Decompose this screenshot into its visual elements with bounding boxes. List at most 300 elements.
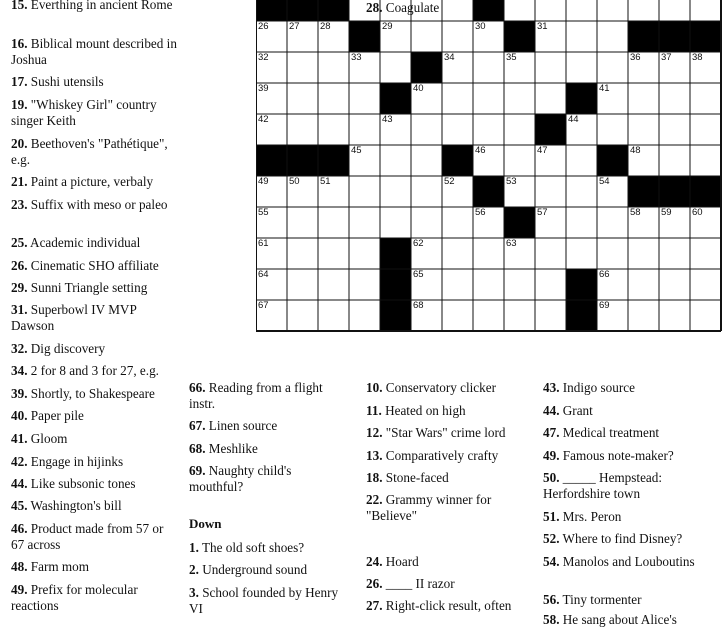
clue-number: 3. [189,585,199,600]
grid-block [380,269,411,300]
clue-item [366,554,531,570]
clue-text: Comparatively crafty [382,448,499,463]
grid-cell[interactable] [659,145,690,176]
clue-item [11,302,179,334]
grid-cell[interactable] [535,0,566,21]
grid-cell[interactable] [318,21,349,52]
cell-number: 53 [506,176,517,187]
grid-cell[interactable] [442,114,473,145]
clue-text: Everthing in ancient Rome [27,0,173,12]
clue-number: 16. [11,36,28,51]
grid-block [256,0,287,21]
cell-number [351,0,362,1]
clue-text: School founded by Henry VI [189,585,339,616]
cell-number: 59 [661,207,672,218]
grid-cell[interactable] [411,269,442,300]
grid-cell[interactable] [504,114,535,145]
grid-cell[interactable] [690,145,721,176]
grid-cell[interactable] [256,269,287,300]
clue-text: Underground sound [198,562,308,577]
clue-text: Like subsonic tones [27,476,136,491]
cell-number: 43 [382,114,393,125]
grid-cell[interactable] [535,145,566,176]
grid-cell[interactable] [690,52,721,83]
grid-cell[interactable] [597,114,628,145]
clue-text: Suffix with meso or paleo [27,197,168,212]
grid-cell[interactable] [690,114,721,145]
grid-cell[interactable] [442,83,473,114]
grid-cell[interactable] [690,83,721,114]
clue-item [11,280,179,296]
clue-number: 39. [11,386,28,401]
clue-number: 56. [543,592,560,607]
grid-cell[interactable] [256,52,287,83]
clue-text: Paint a picture, verbaly [27,174,154,189]
cell-number: 57 [537,207,548,218]
grid-cell[interactable] [473,83,504,114]
clue-number: 10. [366,380,383,395]
cell-number: 67 [258,300,269,311]
grid-cell[interactable] [349,83,380,114]
clue-item [366,576,531,592]
grid-cell[interactable] [411,83,442,114]
clue-text: Tiny tormenter [559,592,642,607]
grid-cell[interactable] [659,52,690,83]
cell-number: 30 [475,21,486,32]
clue-item [366,448,531,464]
grid-cell[interactable] [380,145,411,176]
grid-cell[interactable] [442,52,473,83]
cell-number: 51 [320,176,331,187]
grid-cell[interactable] [256,176,287,207]
clue-number: 21. [11,174,28,189]
clue-number: 27. [366,598,383,613]
grid-cell[interactable] [597,269,628,300]
cell-number: 52 [444,176,455,187]
grid-cell[interactable] [349,300,380,331]
grid-cell[interactable] [473,300,504,331]
cell-number: 40 [413,83,424,94]
clue-number: 58. [543,612,560,627]
clue-number: 46. [11,521,28,536]
grid-cell[interactable] [597,0,628,21]
grid-cell[interactable] [287,176,318,207]
grid-cell[interactable] [628,145,659,176]
clue-number: 50. [543,470,560,485]
cell-number: 69 [599,300,610,311]
grid-cell[interactable] [411,238,442,269]
grid-cell[interactable] [349,52,380,83]
grid-cell[interactable] [318,238,349,269]
clue-number: 49. [543,448,560,463]
clue-number: 69. [189,463,206,478]
grid-cell[interactable] [566,207,597,238]
grid-block [690,176,721,207]
cell-number: 65 [413,269,424,280]
clue-text: Sunni Triangle setting [27,280,148,295]
clue-number: 44. [11,476,28,491]
clue-text: Linen source [205,418,278,433]
grid-cell[interactable] [349,238,380,269]
grid-cell[interactable] [256,300,287,331]
grid-cell[interactable] [566,176,597,207]
grid-block [380,83,411,114]
grid-block [256,145,287,176]
grid-cell[interactable] [473,238,504,269]
grid-cell[interactable] [380,0,411,21]
clue-number: 28. [366,0,383,15]
clue-number: 17. [11,74,28,89]
grid-cell[interactable] [256,83,287,114]
grid-cell[interactable] [504,176,535,207]
clue-item [366,492,531,524]
grid-cell[interactable] [411,0,442,21]
clue-text: Indigo source [559,380,635,395]
clue-number: 68. [189,441,206,456]
grid-block [628,176,659,207]
grid-cell[interactable] [473,269,504,300]
grid-cell[interactable] [504,52,535,83]
grid-cell[interactable] [659,207,690,238]
grid-cell[interactable] [690,207,721,238]
clue-text: Manolos and Louboutins [559,554,695,569]
grid-cell[interactable] [628,207,659,238]
grid-cell[interactable] [628,269,659,300]
grid-cell[interactable] [628,300,659,331]
cell-number: 35 [506,52,517,63]
grid-cell[interactable] [535,300,566,331]
grid-cell[interactable] [287,269,318,300]
clue-item [543,425,723,441]
cell-number: 50 [289,176,300,187]
grid-cell[interactable] [566,238,597,269]
grid-cell[interactable] [473,114,504,145]
grid-block [690,21,721,52]
clue-item [543,380,723,396]
clue-number: 24. [366,554,383,569]
grid-cell[interactable] [566,52,597,83]
grid-block [659,21,690,52]
grid-cell[interactable] [318,114,349,145]
clue-item [366,425,531,441]
clue-item [11,174,179,190]
clue-item [11,258,179,274]
clue-number: 26. [366,576,383,591]
clue-item [189,418,344,434]
grid-cell[interactable] [504,300,535,331]
clue-text: Hoard [382,554,419,569]
grid-cell[interactable] [628,83,659,114]
grid-cell[interactable] [349,145,380,176]
cell-number: 37 [661,52,672,63]
grid-block [411,52,442,83]
grid-cell[interactable] [628,52,659,83]
clue-item [11,431,179,447]
cell-number: 38 [692,52,703,63]
clue-item [11,97,179,129]
grid-cell[interactable] [380,114,411,145]
cell-number: 34 [444,52,455,63]
grid-cell[interactable] [380,207,411,238]
clue-text: Right-click result, often [382,598,512,613]
grid-cell[interactable] [597,176,628,207]
grid-cell[interactable] [659,238,690,269]
grid-cell[interactable] [442,300,473,331]
clue-number: 25. [11,235,28,250]
grid-cell[interactable] [504,269,535,300]
grid-cell[interactable] [349,114,380,145]
cell-number: 26 [258,21,269,32]
grid-cell[interactable] [628,114,659,145]
clue-number: 15. [11,0,28,12]
grid-cell[interactable] [535,21,566,52]
clue-text: Stone-faced [382,470,449,485]
clue-item [543,612,723,628]
clue-item [11,235,179,251]
grid-cell[interactable] [628,0,659,21]
grid-cell[interactable] [535,83,566,114]
grid-cell[interactable] [504,0,535,21]
grid-block [318,0,349,21]
grid-cell[interactable] [659,269,690,300]
clue-text: Beethoven's "Pathétique", e.g. [11,136,168,167]
grid-cell[interactable] [597,207,628,238]
clue-text: Where to find Disney? [559,531,683,546]
grid-cell[interactable] [597,300,628,331]
grid-cell[interactable] [380,176,411,207]
clue-item [11,582,179,614]
cell-number [444,0,455,1]
cell-number: 49 [258,176,269,187]
clue-item [543,470,723,502]
grid-cell[interactable] [566,114,597,145]
clue-number: 18. [366,470,383,485]
clue-item [543,554,723,570]
grid-cell[interactable] [473,21,504,52]
cell-number: 61 [258,238,269,249]
cell-number: 46 [475,145,486,156]
grid-cell[interactable] [504,83,535,114]
grid-cell[interactable] [318,52,349,83]
grid-cell[interactable] [411,300,442,331]
clue-item [366,598,531,614]
grid-cell[interactable] [442,21,473,52]
grid-cell[interactable] [597,52,628,83]
grid-cell[interactable] [690,300,721,331]
clue-number: 66. [189,380,206,395]
grid-cell[interactable] [318,300,349,331]
grid-cell[interactable] [411,176,442,207]
grid-cell[interactable] [287,238,318,269]
grid-cell[interactable] [349,207,380,238]
clue-number: 40. [11,408,28,423]
grid-cell[interactable] [256,207,287,238]
cell-number: 47 [537,145,548,156]
clue-item [189,562,354,578]
grid-block [287,0,318,21]
clue-item [366,380,531,396]
clue-text: _____ Hempstead: Herfordshire town [543,470,663,501]
cell-number: 31 [537,21,548,32]
clue-number: 13. [366,448,383,463]
grid-cell[interactable] [380,52,411,83]
cell-number: 27 [289,21,300,32]
grid-cell[interactable] [256,114,287,145]
grid-cell[interactable] [628,238,659,269]
clue-item [543,531,723,547]
grid-cell[interactable] [287,207,318,238]
grid-cell[interactable] [504,145,535,176]
cell-number [506,0,517,1]
grid-cell[interactable] [318,269,349,300]
grid-block [473,0,504,21]
grid-cell[interactable] [411,145,442,176]
clue-number: 42. [11,454,28,469]
grid-cell[interactable] [659,83,690,114]
cell-number: 29 [382,21,393,32]
grid-cell[interactable] [349,176,380,207]
grid-cell[interactable] [504,238,535,269]
grid-cell[interactable] [287,83,318,114]
cell-number: 41 [599,83,610,94]
clue-number: 2. [189,562,199,577]
grid-cell[interactable] [597,83,628,114]
grid-block [566,269,597,300]
cell-number: 55 [258,207,269,218]
grid-cell[interactable] [287,300,318,331]
grid-cell[interactable] [473,145,504,176]
clue-item [11,197,179,213]
grid-cell[interactable] [349,269,380,300]
clue-item [366,470,531,486]
cell-number: 33 [351,52,362,63]
cell-number: 39 [258,83,269,94]
clue-item [11,74,179,90]
clue-item [11,454,179,470]
clue-item [11,408,179,424]
clue-text: "Star Wars" crime lord [382,425,506,440]
grid-block [349,21,380,52]
grid-cell[interactable] [256,238,287,269]
cell-number: 68 [413,300,424,311]
clue-text: ____ II razor [382,576,455,591]
clue-text: Medical treatment [559,425,660,440]
grid-cell[interactable] [659,0,690,21]
grid-cell[interactable] [535,207,566,238]
grid-block [504,21,535,52]
clue-number: 48. [11,559,28,574]
grid-cell[interactable] [442,176,473,207]
grid-block [659,176,690,207]
grid-cell[interactable] [442,207,473,238]
clue-item [11,476,179,492]
grid-cell[interactable] [566,0,597,21]
grid-cell[interactable] [442,0,473,21]
cell-number: 58 [630,207,641,218]
clue-text: Grant [559,403,593,418]
grid-cell[interactable] [287,114,318,145]
clue-item [11,559,179,575]
clue-number: 12. [366,425,383,440]
grid-cell[interactable] [597,238,628,269]
grid-block [566,300,597,331]
clue-item [11,498,179,514]
clue-text: 2 for 8 and 3 for 27, e.g. [27,363,159,378]
clue-item [189,463,344,495]
clue-item [11,136,179,168]
grid-cell[interactable] [566,145,597,176]
grid-cell[interactable] [535,52,566,83]
cell-number: 60 [692,207,703,218]
clue-item [543,509,723,525]
grid-cell[interactable] [318,176,349,207]
clue-item [543,592,723,608]
grid-cell[interactable] [256,21,287,52]
grid-cell[interactable] [411,207,442,238]
clue-text: Reading from a flight instr. [189,380,323,411]
grid-cell[interactable] [411,21,442,52]
grid-cell[interactable] [287,21,318,52]
cell-number: 36 [630,52,641,63]
grid-cell[interactable] [566,21,597,52]
grid-cell[interactable] [318,207,349,238]
grid-cell[interactable] [535,269,566,300]
clue-text: Gloom [27,431,68,446]
grid-cell[interactable] [473,207,504,238]
clue-number: 41. [11,431,28,446]
clue-text: Paper pile [27,408,84,423]
clue-number: 26. [11,258,28,273]
clue-text: Shortly, to Shakespeare [27,386,155,401]
clue-item [366,403,531,419]
grid-cell[interactable] [535,176,566,207]
clue-text: Grammy winner for "Believe" [366,492,492,523]
grid-cell[interactable] [659,114,690,145]
grid-cell[interactable] [597,21,628,52]
grid-cell[interactable] [380,21,411,52]
clue-number: 20. [11,136,28,151]
grid-cell[interactable] [659,300,690,331]
grid-cell[interactable] [349,0,383,21]
clue-number: 19. [11,97,28,112]
grid-cell[interactable] [442,238,473,269]
clue-text: Product made from 57 or 67 across [11,521,164,552]
cell-number: 45 [351,145,362,156]
grid-cell[interactable] [411,114,442,145]
clue-number: 44. [543,403,560,418]
grid-block [535,114,566,145]
clue-text: Biblical mount described in Joshua [11,36,177,67]
grid-cell[interactable] [318,83,349,114]
clue-text: Heated on high [381,403,466,418]
grid-cell[interactable] [287,52,318,83]
grid-cell[interactable] [690,238,721,269]
cell-number: 42 [258,114,269,125]
clue-text: Cinematic SHO affiliate [27,258,159,273]
clue-number: 1. [189,540,199,555]
clue-text: Farm mom [27,559,90,574]
grid-cell[interactable] [690,269,721,300]
grid-cell[interactable] [473,52,504,83]
clue-item [11,521,179,553]
grid-cell[interactable] [442,269,473,300]
grid-block [380,238,411,269]
cell-number: 66 [599,269,610,280]
cell-number: 63 [506,238,517,249]
grid-cell[interactable] [535,238,566,269]
grid-block [442,145,473,176]
grid-cell[interactable] [690,0,721,21]
